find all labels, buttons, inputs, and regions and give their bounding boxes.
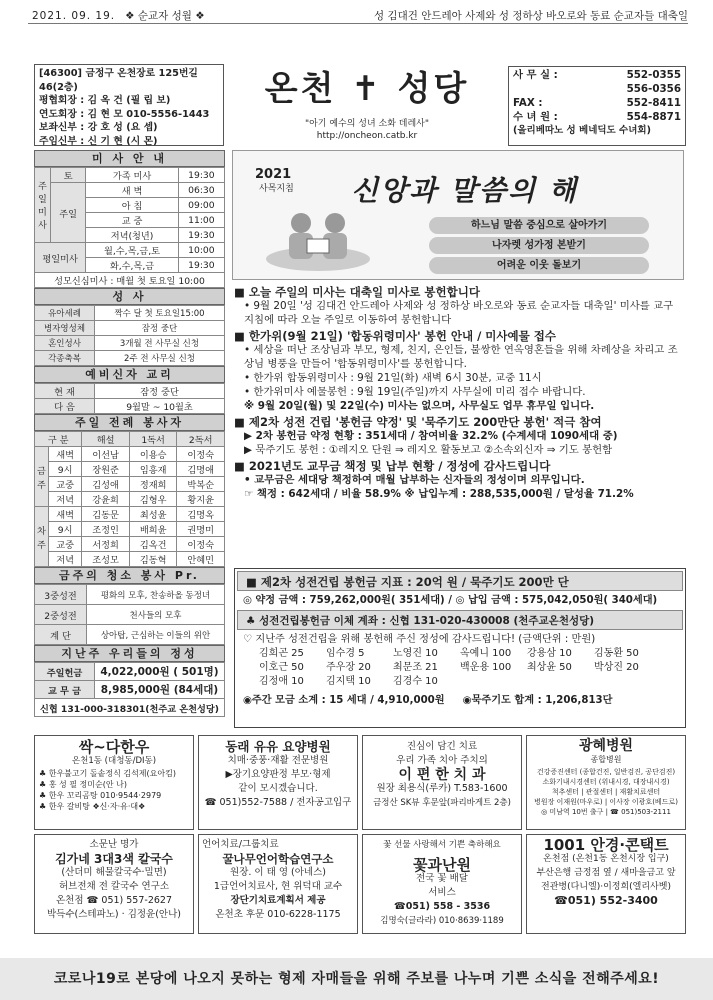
news-body: ☞ 책정 : 642세대 / 비율 58.9% ※ 납입누계 : 288,535,000원 / 달성율 71.2% xyxy=(244,488,634,500)
pastoral-point-1: 하느님 말씀 중심으로 살아가기 xyxy=(429,217,649,234)
donor: 최문조 21 xyxy=(393,662,438,673)
server-name: 황지윤 xyxy=(177,492,225,507)
server-name: 김동혁 xyxy=(129,552,177,567)
mass-name: 저녁(청년) xyxy=(86,228,179,243)
prayer-president: 연도회장 : 김 현 모 010-5556-1443 xyxy=(39,108,210,120)
cleaning-group: 평화의 모후, 찬송하올 동정녀 xyxy=(87,585,225,605)
donor: 김정애 10 xyxy=(259,676,304,687)
ad-line: ☎051) 558 - 3536 xyxy=(393,901,491,912)
ad-line: ♣ 한우 꼬리곰탕 010·9544·2979 xyxy=(39,791,162,800)
ad-kalguksu xyxy=(34,834,194,934)
ad-title: 꽃과난원 xyxy=(413,856,471,874)
ad-line: 박득수(스테파노) · 김정윤(안나) xyxy=(46,909,181,920)
pastoral-banner xyxy=(232,150,684,280)
sacrament-table xyxy=(34,305,225,366)
sunday-mass-label: 주일미사 xyxy=(35,168,51,243)
banner-title: 신앙과 말씀의 해 xyxy=(351,174,578,207)
ad-line: ♣ 한우 갈비탕 ❖신·자·유·대❖ xyxy=(39,802,146,811)
cleaning-area: 3중성전 xyxy=(35,585,87,605)
mass-time: 10:00 xyxy=(178,243,224,258)
server-name: 김성애 xyxy=(82,477,130,492)
building-goal: ■ 제2차 성전건립 봉헌금 지표 : 20억 원 / 묵주기도 200만 단 xyxy=(237,571,683,591)
ad-subtitle: 언어치료/그룹치료 xyxy=(202,839,279,850)
ad-line: 전국 꽃 배달 xyxy=(416,873,468,884)
catechumen-label: 현 재 xyxy=(35,384,95,399)
ad-title: 동래 유유 요양병원 xyxy=(225,739,331,754)
ad-line: ☎051) 552-3400 xyxy=(554,894,658,907)
convent-label: 수 녀 원 : xyxy=(513,111,558,123)
family-illustration xyxy=(263,201,373,273)
news-body: ▶ 묵주기도 봉헌 : ①레지오 단원 ⇒ 레지오 활동보고 ②소속외신자 ⇒ 기도 봉헌함 xyxy=(244,444,613,456)
convent-phone: 554-8871 xyxy=(626,111,681,123)
donor: 김희곤 25 xyxy=(259,648,304,659)
assistant-priest: 보좌신부 : 강 호 성 (요 셉) xyxy=(39,122,158,133)
donor: 박상진 20 xyxy=(594,662,639,673)
server-name: 이정숙 xyxy=(177,447,225,462)
patron-saint: "아기 예수의 성녀 소화 데레사" xyxy=(304,119,430,129)
donor: 옥예니 100 xyxy=(460,648,512,659)
ad-line: 전관병(다니엘)·이정희(엘리사벳) xyxy=(541,882,671,892)
news-body: • 세상을 떠난 조상님과 부모, 형제, 친지, 은인들, 불쌍한 연옥영혼들을 위해 차례상을 차리고 조상님 병풍을 만들어 '합동위령미사'를 봉헌합니다. xyxy=(244,344,678,370)
server-slot: 새벽 xyxy=(49,447,82,462)
news-body: • 한가위미사 예물봉헌 : 9월 19일(주일)까지 사무실에 미리 접수 바랍니다. xyxy=(244,386,586,398)
donor-list xyxy=(235,647,685,689)
cleaning-area: 2중성전 xyxy=(35,605,87,625)
sacrament-detail: 짝수 달 첫 토요일15:00 xyxy=(95,306,225,321)
offering-table xyxy=(34,662,225,717)
catechumen-value: 잠정 중단 xyxy=(95,384,225,399)
ad-subtitle: 종합병원 xyxy=(590,755,622,764)
mass-day: 토 xyxy=(51,168,86,183)
ad-line: 원장. 이 태 영 (아네스) xyxy=(230,867,326,878)
ad-subtitle: 진심이 담긴 치료 xyxy=(406,741,478,752)
ad-optical xyxy=(526,834,686,934)
cleaning-group: 천사들의 모후 xyxy=(87,605,225,625)
weekday-mass-label: 평일미사 xyxy=(35,243,86,273)
pastoral-point-3: 어려운 이웃 돌보기 xyxy=(429,257,649,274)
server-name: 정재희 xyxy=(129,477,177,492)
server-name: 배희윤 xyxy=(129,522,177,537)
mass-name: 교 중 xyxy=(86,213,179,228)
server-slot: 9시 xyxy=(49,522,82,537)
mass-table xyxy=(34,167,225,288)
server-name: 최성윤 xyxy=(129,507,177,522)
ad-title: 1001 안경·콘택트 xyxy=(543,836,669,854)
server-name: 이선남 xyxy=(82,447,130,462)
server-slot: 저녁 xyxy=(49,552,82,567)
pledge-status: ◎ 약정 금액 : 759,262,000원( 351세대) / ◎ 납입 금액 : 575,042,050원( 340세대) xyxy=(243,595,658,606)
ad-language-center xyxy=(198,834,358,934)
server-name: 김명애 xyxy=(177,462,225,477)
news-body: ※ 9월 20일(월) 및 22일(수) 미사는 없으며, 사무실도 업무 휴무일 입니다. xyxy=(244,400,595,412)
server-slot: 새벽 xyxy=(49,507,82,522)
mass-time: 09:00 xyxy=(178,198,224,213)
banner-year: 2021 xyxy=(255,167,292,182)
sacrament-detail: 잠정 중단 xyxy=(95,321,225,336)
sacrament-detail: 3개월 전 사무실 신청 xyxy=(95,336,225,351)
ad-line: 1급언어치료사, 현 위덕대 교수 xyxy=(213,881,343,892)
office-label: 사 무 실 : xyxy=(513,69,558,81)
donor: 김경수 10 xyxy=(393,676,438,687)
server-name: 김명옥 xyxy=(177,507,225,522)
news-headline: ■ 2021년도 교무금 책정 및 납부 현황 / 정성에 감사드립니다 xyxy=(234,459,551,473)
ad-line: 금정산 SK뷰 후문앞(파리바게트 2층) xyxy=(373,798,511,808)
mass-name: 가족 미사 xyxy=(86,168,179,183)
ad-subtitle: 꽃 선물 사랑해서 기쁜 축하해요 xyxy=(383,840,501,850)
sacrament-name: 각종축복 xyxy=(35,351,95,366)
offering-title: 지난주 우리들의 정성 xyxy=(34,645,225,662)
server-name: 안혜민 xyxy=(177,552,225,567)
top-header xyxy=(28,8,688,24)
ad-title: 이 편 한 치 과 xyxy=(398,767,486,783)
ad-line: 원장 최용식(루카) T.583-1600 xyxy=(376,783,508,794)
ad-line: ◎ 미남역 10번 출구 | ☎ 051)503-2111 xyxy=(541,808,671,816)
office-phone-2: 556-0356 xyxy=(626,83,681,95)
news-section xyxy=(234,283,686,501)
news-body: ▶ 2차 봉헌금 약정 현황 : 351세대 / 참여비율 32.2% (수계세대 1090세대 중) xyxy=(244,430,618,442)
ad-dental xyxy=(362,735,522,830)
ad-title: 꿀나무언어학습연구소 xyxy=(222,852,334,866)
server-name: 권명미 xyxy=(177,522,225,537)
catechumen-table xyxy=(34,383,225,414)
mass-time: 06:30 xyxy=(178,183,224,198)
donor: 김동환 50 xyxy=(594,648,639,659)
ad-subtitle: 소문난 명가 xyxy=(89,839,139,850)
parish-info xyxy=(34,64,224,146)
ad-line: 소화기내시경센터 (위내시경, 대장내시경) xyxy=(542,778,670,786)
mass-time: 19:30 xyxy=(178,258,224,273)
ad-line: 병원장 이재원(마우로) | 이사장 이광호(베드로) xyxy=(534,798,678,806)
ad-line: 같이 모시겠습니다. xyxy=(238,783,318,794)
ad-title: 광혜병원 xyxy=(578,738,634,754)
donor: 노영진 10 xyxy=(393,648,438,659)
ad-subtitle: 치매·중풍·재활 전문병원 xyxy=(227,755,329,766)
this-week-label: 금주 xyxy=(35,447,49,507)
servers-table xyxy=(34,431,225,567)
news-body: • 교무금은 세대당 책정하여 매월 납부하는 신자들의 정성이며 의무입니다. xyxy=(244,474,585,486)
ad-line: 부산은행 금정점 옆 / 새마을금고 앞 xyxy=(536,868,676,878)
sacrament-name: 유아세례 xyxy=(35,306,95,321)
ad-line: 우리 가족 치아 주치의 xyxy=(396,755,488,766)
liturgical-season: ❖ 순교자 성월 ❖ xyxy=(125,10,205,22)
council-president: 평협회장 : 김 옥 건 (필 립 보) xyxy=(39,95,171,106)
parish-logo xyxy=(232,55,502,151)
ad-line: 온천점 (온천1동 온천시장 입구) xyxy=(543,854,669,864)
next-week-label: 차주 xyxy=(35,507,49,567)
offering-label: 교 무 금 xyxy=(35,681,95,699)
mass-time: 19:30 xyxy=(178,168,224,183)
ad-title: 김가네 3대3색 칼국수 xyxy=(55,852,173,866)
contact-info xyxy=(508,66,686,146)
pastor: 주임신부 : 신 기 현 (시 몬) xyxy=(39,135,158,147)
ad-title: 싹~다한우 xyxy=(78,738,150,756)
donor: 백운용 100 xyxy=(460,662,512,673)
ad-line: 서비스 xyxy=(428,887,456,898)
ad-line: 장단기치료계획서 제공 xyxy=(230,895,326,906)
offering-account: 신협 131-000-318301(천주교 온천성당) xyxy=(35,699,225,717)
donor: 김지택 10 xyxy=(326,676,371,687)
mass-name: 화,수,목,금 xyxy=(86,258,179,273)
server-name: 조정인 xyxy=(82,522,130,537)
office-phone: 552-0355 xyxy=(626,69,681,81)
convent-order: (올리베따노 성 베네딕도 수녀회) xyxy=(513,125,651,136)
news-headline: ■ 오늘 주일의 미사는 대축일 미사로 봉헌합니다 xyxy=(234,285,480,299)
server-slot: 저녁 xyxy=(49,492,82,507)
mass-name: 월,수,목,금,토 xyxy=(86,243,179,258)
fax-label: FAX : xyxy=(513,97,543,109)
mass-title: 미 사 안 내 xyxy=(34,150,225,167)
mass-time: 19:30 xyxy=(178,228,224,243)
server-name: 박복순 xyxy=(177,477,225,492)
servers-header: 2독서 xyxy=(177,432,225,447)
catechumen-label: 다 음 xyxy=(35,399,95,414)
server-name: 김동문 xyxy=(82,507,130,522)
offering-label: 주일헌금 xyxy=(35,663,95,681)
mass-name: 새 벽 xyxy=(86,183,179,198)
donor: 강용삼 10 xyxy=(527,648,572,659)
cleaning-area: 계 단 xyxy=(35,625,87,645)
website-link[interactable]: http://oncheon.catb.kr xyxy=(316,131,418,141)
server-name: 조성모 xyxy=(82,552,130,567)
server-name: 강윤희 xyxy=(82,492,130,507)
building-fund-box xyxy=(234,568,686,728)
ad-line: 척추센터 | 관절센터 | 재활치료센터 xyxy=(551,788,661,796)
catechumen-title: 예비신자 교리 xyxy=(34,366,225,383)
server-name: 장원준 xyxy=(82,462,130,477)
servers-header: 구 분 xyxy=(35,432,82,447)
bottom-banner: 코로나19로 본당에 나오지 못하는 형제 자매들을 위해 주보를 나누며 기쁜 소식을 전해주세요! xyxy=(0,958,713,1000)
thanks-message: ♡ 지난주 성전건립을 위해 봉헌해 주신 정성에 감사드립니다! (금액단위 : 만원) xyxy=(243,634,596,645)
news-body: • 한가위 합동위령미사 : 9월 21일(화) 새벽 6시 30분, 교중 11시 xyxy=(244,372,542,384)
ad-line: ♣ 한우불고기 돌솥정식 김석제(요아킴) xyxy=(39,769,176,778)
ad-subtitle: 온천1동 (대청동/DI동) xyxy=(71,756,157,766)
fax-number: 552-8411 xyxy=(626,97,681,109)
donor: 최상윤 50 xyxy=(527,662,572,673)
rosary-total: ◉묵주기도 합계 : 1,206,813단 xyxy=(462,695,613,706)
ad-line: 김명숙(글라라) 010·8639·1189 xyxy=(380,916,504,926)
cleaning-table xyxy=(34,584,225,645)
server-slot: 교중 xyxy=(49,477,82,492)
sacrament-name: 혼인성사 xyxy=(35,336,95,351)
mass-day: 주일 xyxy=(51,183,86,243)
news-headline: ■ 제2차 성전 건립 '봉헌금 약정' 및 '묵주기도 200만단 봉헌' 적극 참여 xyxy=(234,415,602,429)
ad-line: ♣ 홍 성 필 정미순(안 나) xyxy=(39,780,127,789)
mass-time: 11:00 xyxy=(178,213,224,228)
server-name: 김옥건 xyxy=(129,537,177,552)
ad-hanwoo xyxy=(34,735,194,830)
sacrament-detail: 2주 전 사무실 신청 xyxy=(95,351,225,366)
left-column xyxy=(34,150,225,730)
ad-line: 건강증진센터 (종합건진, 일반검진, 공단검진) xyxy=(536,768,676,776)
cleaning-title: 금주의 청소 봉사 Pr. xyxy=(34,567,225,584)
banner-sub: 사목지침 xyxy=(259,184,294,194)
donor: 주우장 20 xyxy=(326,662,371,673)
sacrament-title: 성 사 xyxy=(34,288,225,305)
ad-hospital-yuyu xyxy=(198,735,358,830)
server-name: 김형우 xyxy=(129,492,177,507)
server-name: 임흥재 xyxy=(129,462,177,477)
ad-line: 온천초 후문 010-6228-1175 xyxy=(215,909,341,920)
offering-amount: 4,022,000원 ( 501명) xyxy=(95,663,225,681)
fund-totals xyxy=(235,693,685,708)
servers-header: 해설 xyxy=(82,432,130,447)
ad-flower-shop xyxy=(362,834,522,934)
marian-mass: 성모신심미사 : 매월 첫 토요일 10:00 xyxy=(35,273,225,288)
catechumen-value: 9월말 ~ 10월초 xyxy=(95,399,225,414)
server-name: 이정숙 xyxy=(177,537,225,552)
ad-line: 온천점 ☎ 051) 557-2627 xyxy=(56,895,172,906)
servers-title: 주일 전례 봉사자 xyxy=(34,414,225,431)
news-body: • 9월 20일 '성 김대건 안드레아 사제와 성 정하상 바오로와 동료 순교자들 대축일' 미사를 교구 지침에 따라 오늘 주일로 이동하여 봉헌합니다 xyxy=(244,300,674,326)
ad-line: ☎ 051)552-7588 / 전자공고입구 xyxy=(204,797,352,808)
server-name: 이용승 xyxy=(129,447,177,462)
ad-line: ▶장기요양판정 부모·형제 xyxy=(225,769,331,780)
ad-line: 허브전채 전 칼국수 연구소 xyxy=(58,881,169,892)
building-account: ♣ 성전건립봉헌금 이체 계좌 : 신협 131-020-430008 (천주교온천성당) xyxy=(237,610,683,630)
mass-name: 아 침 xyxy=(86,198,179,213)
cleaning-group: 상아탑, 근심하는 이들의 위안 xyxy=(87,625,225,645)
ad-gwanghye-hospital xyxy=(526,735,686,830)
feast-title: 성 김대건 안드레아 사제와 성 정하상 바오로와 동료 순교자들 대축일 xyxy=(373,10,688,22)
servers-header: 1독서 xyxy=(129,432,177,447)
pastoral-point-2: 나자렛 성가정 본받기 xyxy=(429,237,649,254)
server-slot: 교중 xyxy=(49,537,82,552)
donor: 이호근 50 xyxy=(259,662,304,673)
weekly-total: ◉주간 모금 소계 : 15 세대 / 4,910,000원 xyxy=(243,695,445,706)
offering-amount: 8,985,000원 (84세대) xyxy=(95,681,225,699)
bulletin-date: 2021. 09. 19. xyxy=(32,9,116,22)
address: [46300] 금정구 온천장로 125번길 46(2층) xyxy=(39,68,198,93)
ad-line: (산더미 해물칼국수·밀면) xyxy=(61,867,167,878)
donor: 임수경 5 xyxy=(326,648,365,659)
server-name: 서정희 xyxy=(82,537,130,552)
parish-name: 온천 ✝ 성당 xyxy=(264,69,470,109)
sacrament-name: 병자영성체 xyxy=(35,321,95,336)
news-headline: ■ 한가위(9월 21일) '합동위령미사' 봉헌 안내 / 미사예물 접수 xyxy=(234,329,556,343)
server-slot: 9시 xyxy=(49,462,82,477)
